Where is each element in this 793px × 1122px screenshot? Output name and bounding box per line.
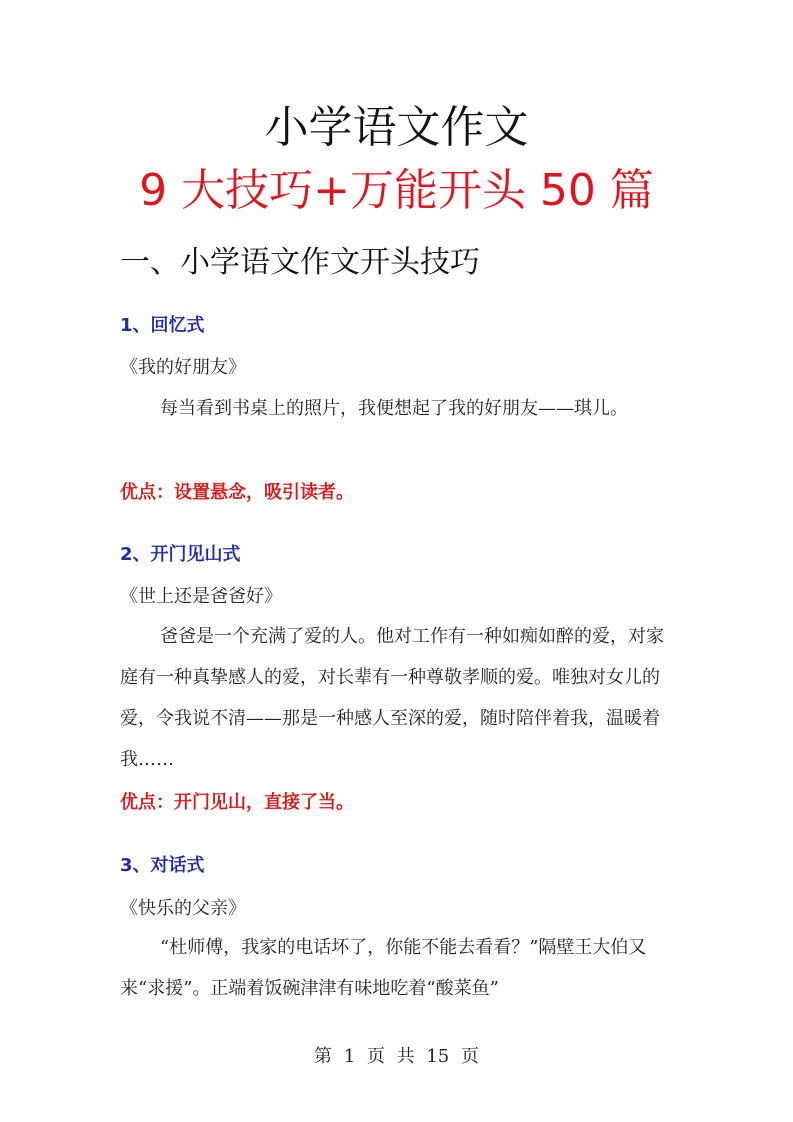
example-body: 爸爸是一个充满了爱的人。他对工作有一种如痴如醉的爱，对家庭有一种真挚感人的爱，对长辈有一种尊敬孝顺的爱。唯独对女儿的爱，令我说不清——那是一种感人至深的爱，随时陪伴着我，温暖着我…… bbox=[120, 626, 664, 770]
merit-note: 优点：开门见山，直接了当。 bbox=[120, 792, 354, 813]
example-body: “杜师傅，我家的电话坏了，你能不能去看看？”隔壁王大伯又来“求援”。正端着饭碗津津有味地吃着“酸菜鱼” bbox=[120, 937, 647, 999]
example-title: 《我的好朋友》 bbox=[120, 357, 246, 378]
merit-note: 优点：设置悬念，吸引读者。 bbox=[120, 482, 354, 503]
document-subtitle: 9 大技巧+万能开头 50 篇 bbox=[139, 165, 654, 216]
example-title: 《世上还是爸爸好》 bbox=[120, 586, 282, 607]
example-title: 《快乐的父亲》 bbox=[120, 898, 246, 919]
example-body: 每当看到书桌上的照片，我便想起了我的好朋友——琪儿。 bbox=[160, 398, 628, 419]
item-heading: 3、对话式 bbox=[120, 855, 205, 876]
section-heading: 一、小学语文作文开头技巧 bbox=[120, 245, 480, 280]
item-heading: 1、回忆式 bbox=[120, 315, 205, 336]
page-number-footer: 第 1 页 共 15 页 bbox=[314, 1046, 479, 1067]
document-title: 小学语文作文 bbox=[264, 102, 529, 153]
item-heading: 2、开门见山式 bbox=[120, 544, 241, 565]
